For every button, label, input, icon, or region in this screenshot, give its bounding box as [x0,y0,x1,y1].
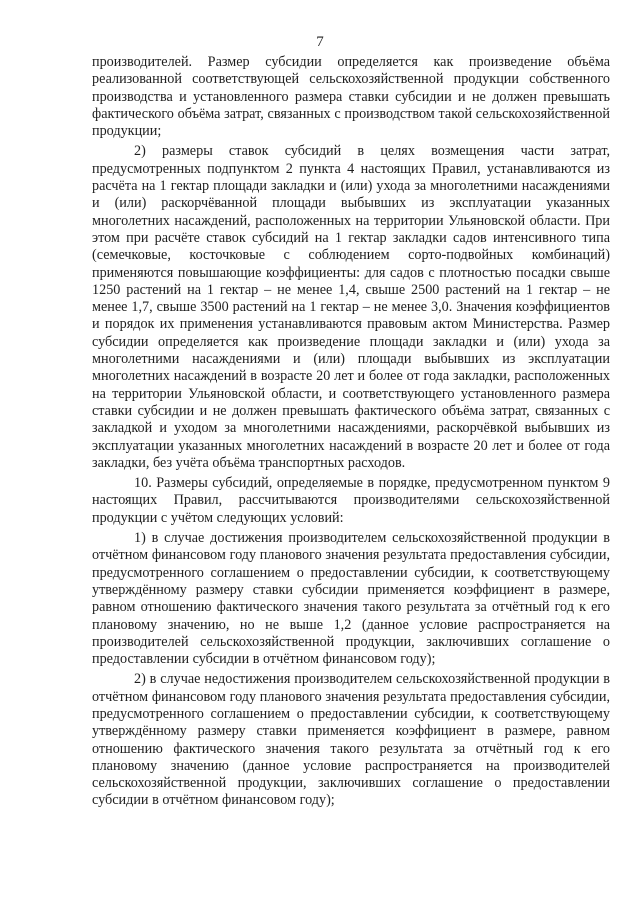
paragraph-condition-2: 2) в случае недостижения производителем сельскохозяйственной продукции в отчётном финансовом году планового значения результата предоставления субсидии, предусмотренного соглашением о предоставлении субсидии, к соответствующему утверждённому размеру ставки применяется коэффициент в размере, равном отношению фактического значения такого результата за отчётный год к его плановому значению (данное условие распространяется на производителей сельскохозяйственной продукции, заключивших соглашение о предоставлении субсидии в отчётном финансовом году); [92,671,610,809]
paragraph-item-10: 10. Размеры субсидий, определяемые в порядке, предусмотренном пунктом 9 настоящих Правил, рассчитываются производителями сельскохозяйственной продукции с учётом следующих условий: [92,475,610,526]
paragraph-continuation: производителей. Размер субсидии определяется как произведение объёма реализованной соответствующей сельскохозяйственной продукции собственного производства и установленного размера ставки субсидии и не должен превышать фактического объёма затрат, связанных с производством такой сельскохозяйственной продукции; [92,54,610,140]
paragraph-condition-1: 1) в случае достижения производителем сельскохозяйственной продукции в отчётном финансовом году планового значения результата предоставления субсидии, предусмотренного соглашением о предоставлении субсидии, к соответствующему утверждённому размеру ставки субсидии применяется коэффициент в размере, равном отношению фактического значения такого результата за отчётный год к его плановому значению, но не выше 1,2 (данное условие распространяется на производителей сельскохозяйственной продукции, заключивших соглашение о предоставлении субсидии в отчётном финансовом году); [92,530,610,668]
page-number: 7 [316,34,324,50]
paragraph-subsidy-rates-orchards: 2) размеры ставок субсидий в целях возмещения части затрат, предусмотренных подпунктом 2 пункта 4 настоящих Правил, устанавливаются из расчёта на 1 гектар площади закладки и (или) ухода за многолетними насаждениями и (или) раскорчёванной площади выбывших из эксплуатации указанных многолетних насаждений, расположенных на территории Ульяновской области. При этом при расчёте ставок субсидий на 1 гектар закладки садов интенсивного типа (семечковые, косточковые с соблюдением сорто-подвойных комбинаций) применяются повышающие коэффициенты: для садов с плотностью посадки свыше 1250 растений на 1 гектар – не менее 1,4, свыше 2500 растений на 1 гектар – не менее 1,7, свыше 3500 растений на 1 гектар – не менее 3,0. Значения коэффициентов и порядок их применения устанавливаются правовым актом Министерства. Размер субсидии определяется как произведение площади закладки и (или) ухода за многолетними насаждениями и (или) площади выбывших из эксплуатации многолетних насаждений в возрасте 20 лет и более от года закладки, расположенных на территории Ульяновской области, и соответствующего установленного размера ставки субсидии и не должен превышать фактического объёма затрат, связанных с закладкой и уходом за многолетними насаждениями, раскорчёвкой выбывших из эксплуатации указанных многолетних насаждений в возрасте 20 лет и более от года закладки, без учёта объёма транспортных расходов. [92,143,610,471]
document-body [92,54,610,813]
